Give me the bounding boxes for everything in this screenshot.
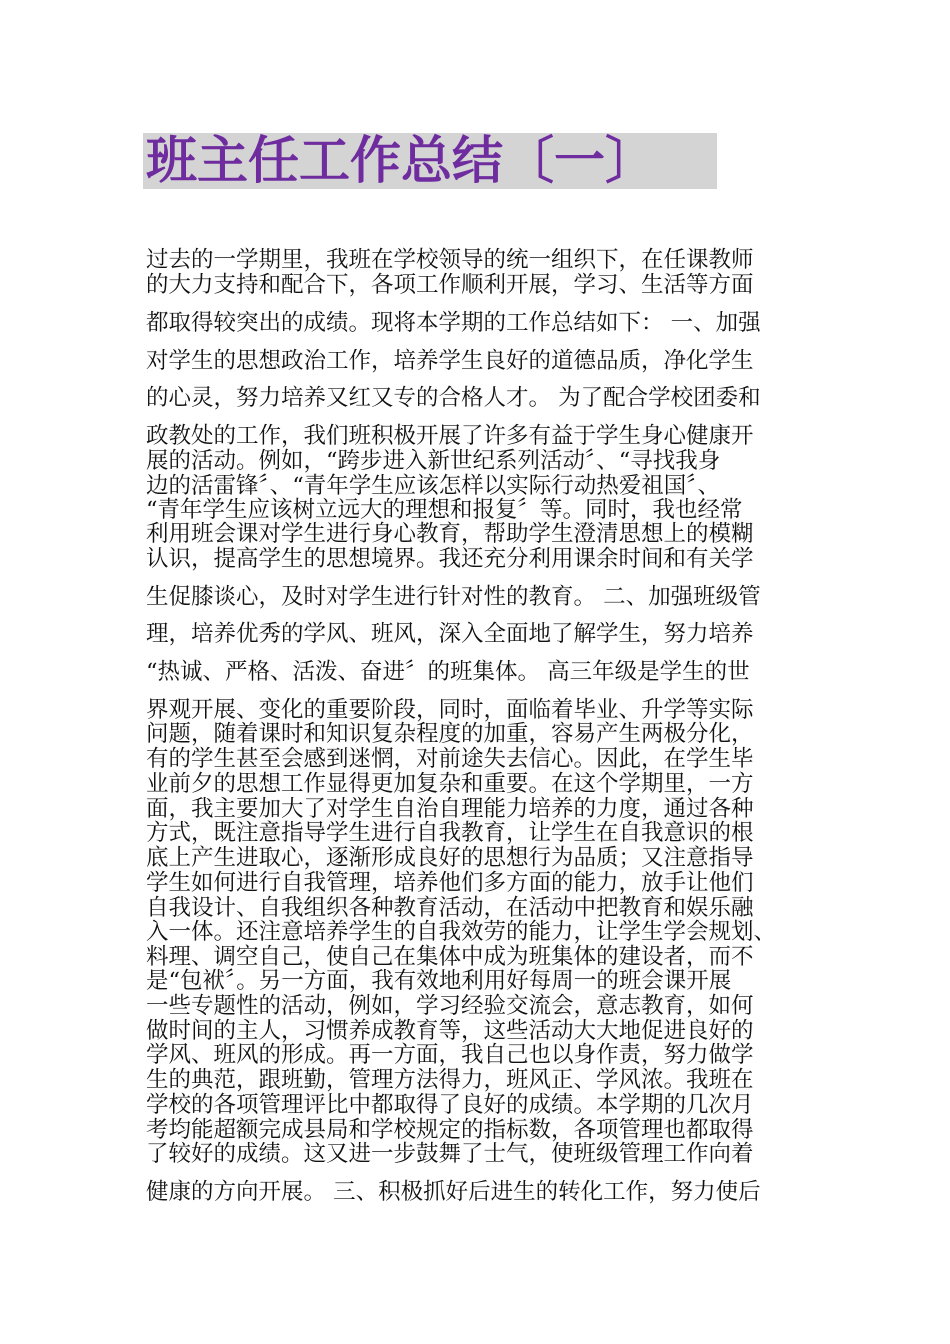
body-line: 认识，提高学生的思想境界。我还充分利用课余时间和有关学 <box>146 546 754 572</box>
body-line: “青年学生应该树立远大的理想和报复〞等。同时，我也经常 <box>146 497 743 523</box>
body-line: 都取得较突出的成绩。现将本学期的工作总结如下： 一、加强 <box>146 310 761 336</box>
body-line: 考均能超额完成县局和学校规定的指标数，各项管理也都取得 <box>146 1117 754 1143</box>
body-line: 一些专题性的活动，例如，学习经验交流会，意志教育，如何 <box>146 993 754 1019</box>
body-line: 学风、班风的形成。再一方面，我自己也以身作责，努力做学 <box>146 1042 754 1068</box>
body-line: 健康的方向开展。 三、积极抓好后进生的转化工作，努力使后 <box>146 1179 761 1205</box>
body-line: 过去的一学期里，我班在学校领导的统一组织下，在任课教师 <box>146 247 754 273</box>
body-line: 的心灵，努力培养又红又专的合格人才。 为了配合学校团委和 <box>146 385 761 411</box>
body-line: 生促膝谈心，及时对学生进行针对性的教育。 二、加强班级管 <box>146 584 761 610</box>
body-line: 学校的各项管理评比中都取得了良好的成绩。本学期的几次月 <box>146 1092 754 1118</box>
body-line: 是“包袱〞。另一方面，我有效地利用好每周一的班会课开展 <box>146 968 732 994</box>
body-line: 对学生的思想政治工作，培养学生良好的道德品质，净化学生 <box>146 348 754 374</box>
body-line: 有的学生甚至会感到迷惘，对前途失去信心。因此，在学生毕 <box>146 746 754 772</box>
body-line: 学生如何进行自我管理，培养他们多方面的能力，放手让他们 <box>146 870 754 896</box>
body-line: “热诚、严格、活泼、奋进〞的班集体。 高三年级是学生的世 <box>146 659 750 685</box>
body-line: 料理、调空自己，使自己在集体中成为班集体的建设者，而不 <box>146 944 754 970</box>
body-line: 政教处的工作，我们班积极开展了许多有益于学生身心健康开 <box>146 423 754 449</box>
body-line: 做时间的主人，习惯养成教育等，这些活动大大地促进良好的 <box>146 1018 754 1044</box>
body-line: 方式，既注意指导学生进行自我教育，让学生在自我意识的根 <box>146 820 754 846</box>
body-line: 界观开展、变化的重要阶段，同时，面临着毕业、升学等实际 <box>146 697 754 723</box>
body-line: 理，培养优秀的学风、班风，深入全面地了解学生，努力培养 <box>146 621 754 647</box>
document-title: 班主任工作总结〔一〕 <box>146 132 657 191</box>
body-line: 的大力支持和配合下，各项工作顺利开展，学习、生活等方面 <box>146 272 754 298</box>
body-line: 了较好的成绩。这又进一步鼓舞了士气，使班级管理工作向着 <box>146 1141 754 1167</box>
body-line: 展的活动。例如，“跨步进入新世纪系列活动〞、“寻找我身 <box>146 448 721 474</box>
body-line: 业前夕的思想工作显得更加复杂和重要。在这个学期里，一方 <box>146 771 754 797</box>
body-line: 问题，随着课时和知识复杂程度的加重，容易产生两极分化， <box>146 721 754 747</box>
body-line: 生的典范，跟班勤，管理方法得力，班风正、学风浓。我班在 <box>146 1067 754 1093</box>
body-line: 入一体。还注意培养学生的自我效劳的能力，让学生学会规划、 <box>146 919 777 945</box>
body-line: 自我设计、自我组织各种教育活动，在活动中把教育和娱乐融 <box>146 895 754 921</box>
body-line: 面，我主要加大了对学生自治自理能力培养的力度，通过各种 <box>146 796 754 822</box>
body-line: 边的活雷锋〞、“青年学生应该怎样以实际行动热爱祖国〞、 <box>146 473 721 499</box>
body-line: 利用班会课对学生进行身心教育，帮助学生澄清思想上的模糊 <box>146 521 754 547</box>
body-line: 底上产生进取心，逐渐形成良好的思想行为品质；又注意指导 <box>146 845 754 871</box>
